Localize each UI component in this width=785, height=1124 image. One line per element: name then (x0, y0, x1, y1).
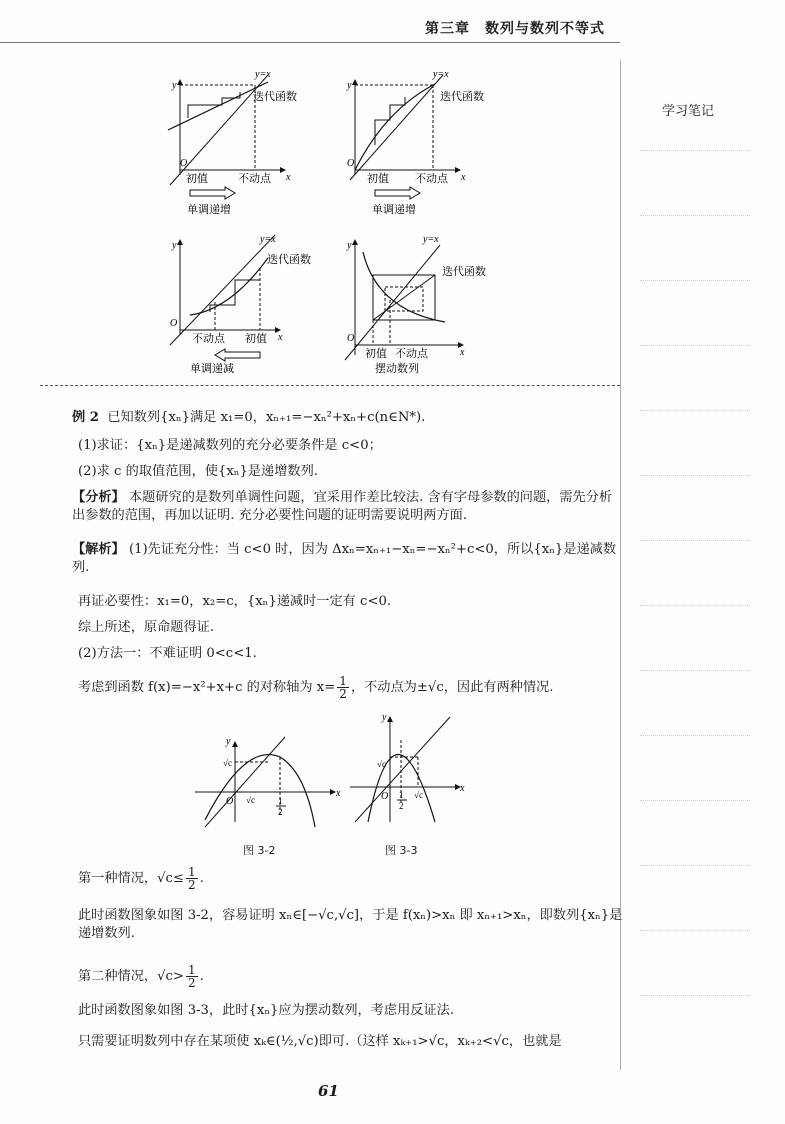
figure-3-3 (350, 712, 465, 822)
figure-3-2 (195, 736, 341, 827)
figure-3-3-caption: 图 3-3 (385, 844, 418, 857)
svg-text:x: x (286, 172, 291, 183)
chapter-title: 第三章 数列与数列不等式 (425, 21, 605, 37)
svg-text:x: x (460, 783, 465, 794)
svg-text:单调递增: 单调递增 (372, 203, 416, 216)
svg-text:y: y (382, 712, 387, 723)
question-1: (1)求证：{xₙ}是递减数列的充分必要条件是 c<0； (78, 438, 382, 453)
svg-text:摆动数列: 摆动数列 (375, 362, 419, 375)
solution-paragraph: 【解析】 (1)先证充分性：当 c<0 时，因为 Δxₙ=xₙ₊₁−xₙ=−xₙ²+c<0，所以{xₙ}是递减数列. (72, 542, 617, 575)
header-rule (0, 42, 620, 43)
svg-text:单调递增: 单调递增 (187, 203, 231, 216)
svg-text:y=x: y=x (260, 234, 276, 245)
page-number: 61 (318, 1082, 339, 1100)
svg-text:y: y (347, 240, 352, 251)
svg-text:不动点: 不动点 (192, 332, 225, 345)
svg-text:O: O (381, 791, 389, 802)
svg-text:x: x (336, 788, 341, 799)
figure-monotone-decreasing (170, 234, 311, 375)
svg-text:1: 1 (278, 796, 283, 806)
svg-text:O: O (347, 333, 355, 344)
case-1-line: 第一种情况，√c≤ $\frac{1}{2}$ . (78, 865, 204, 892)
svg-text:2: 2 (278, 807, 283, 817)
figure-3-2-caption: 图 3-2 (243, 844, 276, 857)
case-1-text: 此时函数图象如图 3-2，容易证明 xₙ∈[−√c,√c]，于是 f(xₙ)>xₙ 即 xₙ₊₁>xₙ，即数列{xₙ}是递增数列. (78, 908, 623, 941)
figure-oscillating (345, 234, 486, 375)
svg-text:√c: √c (223, 758, 232, 768)
svg-text:不动点: 不动点 (415, 172, 448, 185)
figure-monotone-increasing-1 (168, 69, 297, 216)
svg-text:y=x: y=x (433, 69, 449, 80)
svg-text:迭代函数: 迭代函数 (253, 90, 297, 103)
method-1-line: (2)方法一：不难证明 0<c<1. (78, 646, 257, 661)
last-line: 只需要证明数列中存在某项使 xₖ∈(½,√c)即可.（这样 xₖ₊₁>√c，xₖ₊₂<√c，也就是 (78, 1034, 562, 1049)
svg-text:√c: √c (377, 759, 386, 769)
svg-text:不动点: 不动点 (395, 347, 428, 360)
svg-text:y: y (226, 736, 231, 747)
parabola-figures (190, 712, 480, 862)
svg-text:初值: 初值 (365, 347, 387, 360)
conclusion-line: 综上所述，原命题得证. (78, 620, 215, 635)
svg-text:2: 2 (399, 801, 404, 811)
svg-text:不动点: 不动点 (238, 172, 271, 185)
question-2: (2)求 c 的取值范围，使{xₙ}是递增数列. (78, 464, 319, 479)
necessity-line: 再证必要性：x₁=0，x₂=c，{xₙ}递减时一定有 c<0. (78, 594, 392, 609)
svg-text:y: y (347, 80, 352, 91)
svg-text:初值: 初值 (367, 172, 389, 185)
svg-text:y=x: y=x (255, 69, 271, 80)
svg-text:初值: 初值 (186, 172, 208, 185)
case-2-line: 第二种情况，√c> $\frac{1}{2}$ . (78, 963, 204, 990)
case-2-text: 此时函数图象如图 3-3，此时{xₙ}应为摆动数列，考虑用反证法. (78, 1003, 455, 1018)
svg-text:y=x: y=x (423, 234, 439, 245)
svg-text:√c: √c (414, 790, 423, 800)
analysis-paragraph: 【分析】 本题研究的是数列单调性问题，宜采用作差比较法. 含有字母参数的问题，需先分析出参数的范围，再加以证明. 充分必要性问题的证明需要说明两方面. (72, 490, 613, 523)
origin-label: O (180, 158, 188, 169)
svg-text:O: O (226, 796, 234, 807)
svg-text:1: 1 (399, 790, 404, 800)
notes-title: 学习笔记 (662, 104, 715, 119)
svg-text:迭代函数: 迭代函数 (267, 253, 311, 266)
svg-text:y: y (172, 80, 177, 91)
svg-text:O: O (170, 318, 178, 329)
svg-text:初值: 初值 (245, 332, 267, 345)
iteration-figures (150, 60, 490, 380)
svg-text:x: x (278, 332, 283, 343)
svg-text:迭代函数: 迭代函数 (440, 90, 484, 103)
example-statement: 例 2 已知数列{xₙ}满足 x₁=0，xₙ₊₁=−xₙ²+xₙ+c(n∈N*). (72, 410, 426, 425)
svg-text:y: y (172, 240, 177, 251)
svg-text:√c: √c (246, 795, 255, 805)
svg-text:x: x (461, 172, 466, 183)
svg-text:O: O (347, 158, 355, 169)
svg-text:单调递减: 单调递减 (190, 362, 234, 375)
svg-text:x: x (460, 347, 465, 358)
section-divider (40, 385, 620, 386)
svg-text:迭代函数: 迭代函数 (442, 265, 486, 278)
figure-monotone-increasing-2 (346, 69, 484, 216)
consider-line: 考虑到函数 f(x)=−x²+x+c 的对称轴为 x= $\frac{1}{2}$ ，不动点为±√c，因此有两种情况. (78, 674, 554, 701)
